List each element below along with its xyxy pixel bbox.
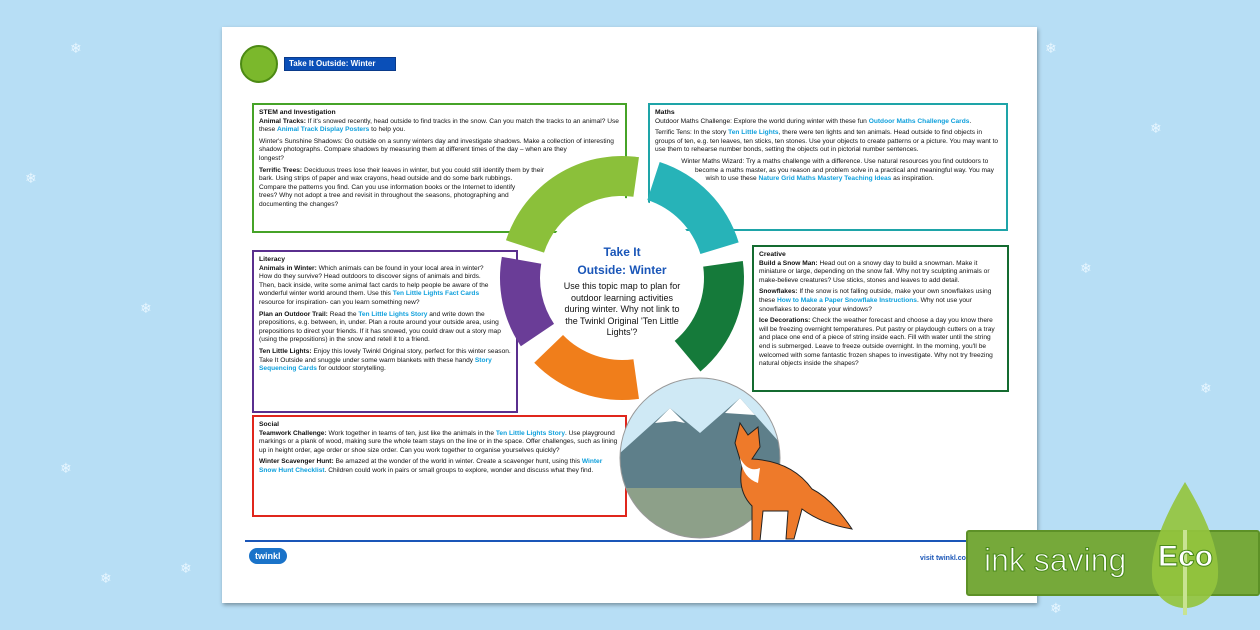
activity-text: . Use playground markings or a plank of wood, making sure the whole team stays on the line or in the space. Offer challenges, such as lining up in height order, age order or shoe size order. Can you work together to organise yourselves quickly? (259, 429, 618, 454)
activity-text: resource for inspiration- can you learn something new? (259, 298, 420, 306)
activity-text: Outdoor Maths Challenge: Explore the world during winter with these fun (655, 117, 869, 125)
resource-link[interactable]: Winter Snow Hunt Checklist (259, 458, 603, 474)
activity-title: Animal Tracks: (259, 117, 308, 125)
activity-text: . Children could work in pairs or small groups to explore, wonder and discuss what they find. (324, 466, 594, 474)
section-title: Maths (655, 109, 675, 116)
activity-text: Winter Maths Wizard: Try a maths challenge with a difference. Use natural resources you find outdoors to become a maths master, as you reason and problem solve in a practical and meaningful way. You may wish to use these (681, 157, 994, 183)
activity-text: as inspiration. (891, 175, 934, 183)
activity-title: Ice Decorations: (759, 317, 813, 325)
activity-text: Check the weather forecast and choose a day you know there will be freezing overnight temperatures. Put pastry or playdough cutters on a tray and place one end of a piece of string inside each. Fill with water until the string end is submerged. Leave to freeze outside overnight. In the morning, you'll be welcomed with some fantastic frozen shapes to investigate. Why not try freezing natural objects inside the shapes? (759, 317, 995, 368)
center-description: Use this topic map to plan for outdoor learning activities during winter. Why not link to the Twinkl Original 'Ten Little Lights'? (563, 281, 681, 337)
visit-twinkl-link[interactable]: visit twinkl.co (920, 555, 966, 562)
resource-link[interactable]: Ten Little Lights (728, 129, 779, 137)
center-topic (562, 243, 682, 339)
resource-link[interactable]: Outdoor Maths Challenge Cards (868, 117, 970, 125)
section-title: Creative (759, 251, 786, 258)
activity-text: Terrific Tens: In the story (655, 129, 729, 137)
activity-text: If it's snowed recently, head outside to find tracks in the snow. Can you match the tracks to an animal? Use these (259, 117, 619, 134)
activity-text: for outdoor storytelling. (316, 365, 386, 373)
center-title-line1: Take It (603, 245, 641, 259)
activity-text: Which animals can be found in your local area in winter? How do they survive? Head outdoors to discover signs of animals and birds. Then, back inside, write some animal fact cards to help people be aware of the wonderful winter world around them. Use this (259, 264, 489, 298)
activity-text: If the snow is not falling outside, make your own snowflakes using these (759, 288, 992, 304)
activity-title: Teamwork Challenge: (259, 429, 329, 437)
activity-title: Build a Snow Man: (759, 259, 820, 267)
resource-link[interactable]: Nature Grid Maths Mastery Teaching Ideas (758, 175, 892, 183)
activity-text: to help you. (369, 126, 406, 134)
activity-text: Be amazed at the wonder of the world in winter. Create a scavenger hunt, using this (335, 458, 582, 466)
activity-title: Terrific Trees: (259, 166, 304, 174)
activity-title: Snowflakes: (759, 288, 800, 296)
activity-text: Enjoy this lovely Twinkl Original story, perfect for this winter season. Take It Outside and snuggle under some warm blankets with these handy (259, 347, 511, 364)
resource-link[interactable]: Ten Little Lights Story (495, 429, 565, 437)
activity-text: . (969, 117, 972, 125)
activity-title: Ten Little Lights: (259, 347, 314, 355)
footer-divider (245, 540, 1015, 542)
activity-text: Winter's Sunshine Shadows: Go outside on a sunny winters day and investigate shadows. Make a collection of interesting shadow photographs. Compare shadows by measuring them at different times of the day – when are they longest? (259, 137, 614, 162)
eco-label: Eco (1158, 540, 1214, 573)
section-title: Social (259, 421, 280, 428)
activity-text: Deciduous trees lose their leaves in winter, but you could still identify them by their bark. Using strips of paper and wax crayons, head outside and do some bark rubbings. Compare the patterns you find. Can you use information books or the Internet to identify trees? Why not adopt a tree and revisit in throughout the seasons, photographing and documenting the changes? (259, 166, 545, 208)
resource-link[interactable]: Animal Track Display Posters (276, 126, 370, 134)
activity-text: Work together in teams of ten, just like the animals in the (328, 429, 496, 437)
resource-link[interactable]: Story Sequencing Cards (259, 356, 492, 373)
activity-text: , there were ten lights and ten animals. Head outside to find objects in groups of ten, e.g. ten leaves, ten sticks, ten stones. Use your objects to create patterns or a picture. You may want to use them to rehearse number bonds, setting the objects out in pictorial number sentences. (655, 129, 999, 154)
activity-text: Read the (329, 310, 359, 318)
section-title: STEM and Investigation (259, 109, 336, 116)
center-title-line2: Outside: Winter (577, 263, 667, 277)
winter-fox-illustration (620, 378, 852, 541)
activity-title: Winter Scavenger Hunt: (259, 458, 336, 466)
section-title: Literacy (259, 256, 286, 263)
resource-link[interactable]: Ten Little Lights Story (358, 310, 428, 318)
twinkl-logo[interactable]: twinkl (249, 548, 287, 564)
ink-saving-label: ink saving (984, 542, 1127, 578)
activity-text: and write down the prepositions, e.g. between, in, under. Plan a route around your outside area, using prepositions to direct your friends. If it has snowed, you could draw out a story map (using the prepositions) in the snow and retell it to a friend. (259, 310, 501, 344)
resource-link[interactable]: Ten Little Lights Fact Cards (392, 290, 480, 298)
activity-text: . Why not use your snowflakes to decorate your windows? (759, 296, 972, 313)
activity-title: Plan an Outdoor Trail: (259, 310, 330, 318)
activity-text: Head out on a snowy day to build a snowman. Make it miniature or large, depending on the snow fall. Why not try sculpting animals or make-believe creatures? Use sticks, stones and leaves to add detail. (759, 259, 990, 284)
page-title: Take It Outside: Winter (284, 57, 396, 71)
resource-link[interactable]: How to Make a Paper Snowflake Instructions (776, 296, 917, 304)
activity-title: Animals in Winter: (259, 264, 319, 272)
